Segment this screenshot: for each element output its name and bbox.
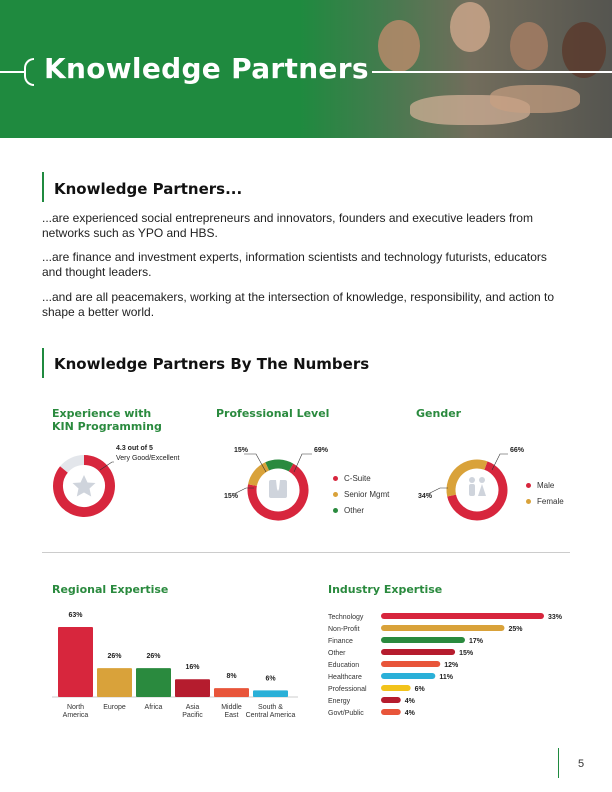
regional-bar [97, 668, 132, 697]
regional-category-label: America [62, 712, 89, 719]
regional-value-label: 26% [146, 653, 161, 661]
industry-category-label: Energy [328, 698, 351, 705]
industry-category-label: Healthcare [328, 674, 362, 681]
industry-value-label: 15% [459, 650, 474, 657]
industry-bar [381, 637, 465, 643]
industry-bar [381, 709, 401, 715]
gender-title: Gender [416, 407, 462, 420]
prof-label-15a: 15% [234, 447, 249, 454]
regional-value-label: 6% [265, 675, 276, 683]
professional-segment-2 [267, 464, 291, 467]
legend-dot-female [526, 499, 531, 504]
regional-value-label: 16% [185, 664, 200, 672]
regional-category-label: East [224, 712, 239, 719]
footer-accent-bar [558, 748, 559, 778]
industry-value-label: 4% [404, 710, 415, 717]
regional-category-label: South & [258, 704, 283, 711]
regional-value-label: 26% [107, 653, 122, 661]
industry-value-label: 12% [444, 662, 459, 669]
industry-bar [381, 697, 401, 703]
industry-category-label: Govt/Public [328, 710, 364, 717]
prof-label-69: 69% [314, 447, 329, 454]
industry-title: Industry Expertise [328, 583, 443, 596]
industry-bar [381, 649, 455, 655]
regional-bar [136, 668, 171, 697]
regional-category-label: Europe [103, 704, 126, 711]
industry-category-label: Technology [328, 614, 364, 621]
industry-value-label: 4% [404, 698, 415, 705]
gender-label-66: 66% [510, 447, 525, 454]
industry-bar [381, 685, 411, 691]
header-line-left [0, 71, 26, 73]
professional-segment-1 [252, 466, 267, 485]
industry-value-label: 11% [439, 674, 453, 681]
legend-senior-mgmt: Senior Mgmt [344, 490, 390, 499]
legend-dot-senior [333, 492, 338, 497]
intro-paragraph-1: ...are experienced social entrepreneurs and innovators, founders and executive leaders from networks such as YPO and HBS. [42, 211, 533, 240]
legend-other: Other [344, 506, 365, 515]
industry-category-label: Finance [328, 638, 353, 645]
header-bracket [24, 58, 34, 86]
businessperson-icon [269, 480, 287, 498]
header-banner [0, 0, 612, 138]
regional-category-label: North [66, 704, 85, 711]
gender-donut-chart [416, 440, 526, 530]
experience-callout-line1: 4.3 out of 5 [116, 445, 153, 452]
experience-title-line2: KIN Programming [52, 420, 162, 433]
industry-bar [381, 625, 504, 631]
industry-bar [381, 613, 544, 619]
page-title: Knowledge Partners [44, 52, 369, 85]
regional-bar [58, 627, 93, 697]
experience-title [52, 407, 162, 433]
legend-dot-other [333, 508, 338, 513]
regional-bar [253, 690, 288, 697]
intro-paragraph-2: ...are finance and investment experts, information scientists and technology futurists, educators and thought leaders. [42, 250, 547, 279]
experience-callout-line2: Very Good/Excellent [116, 455, 180, 462]
industry-value-label: 6% [414, 686, 425, 693]
prof-label-15b: 15% [224, 493, 239, 500]
industry-category-label: Other [328, 650, 346, 657]
intro-heading: Knowledge Partners... [54, 180, 243, 198]
legend-female: Female [537, 497, 564, 506]
people-icon [469, 477, 486, 496]
legend-dot-csuite [333, 476, 338, 481]
regional-category-label: Central America [245, 712, 296, 719]
numbers-heading: Knowledge Partners By The Numbers [54, 355, 370, 373]
industry-value-label: 17% [468, 638, 483, 645]
regional-bar-chart [52, 605, 302, 725]
industry-bar [381, 661, 440, 667]
industry-category-label: Non-Profit [328, 626, 360, 633]
regional-value-label: 8% [226, 673, 237, 681]
legend-csuite: C-Suite [344, 474, 371, 483]
experience-donut-chart [44, 440, 204, 530]
legend-male: Male [537, 481, 555, 490]
intro-paragraph-3: ...and are all peacemakers, working at the intersection of knowledge, responsibility, and action to shape a better world. [42, 290, 555, 319]
section-accent-bar [42, 172, 44, 202]
section-accent-bar [42, 348, 44, 378]
regional-title: Regional Expertise [52, 583, 169, 596]
industry-value-label: 25% [508, 626, 523, 633]
regional-category-label: Pacific [182, 712, 203, 719]
header-line-right [372, 71, 612, 73]
experience-segment-1 [64, 460, 84, 469]
regional-category-label: Asia [185, 704, 200, 711]
page-number: 5 [578, 758, 585, 770]
industry-bar [381, 673, 435, 679]
professional-level-title: Professional Level [216, 407, 330, 420]
regional-category-label: Africa [144, 704, 163, 711]
industry-value-label: 33% [548, 614, 563, 621]
regional-value-label: 63% [68, 612, 83, 619]
industry-category-label: Professional [328, 686, 367, 693]
star-icon [73, 475, 96, 497]
regional-category-label: Middle [221, 704, 242, 711]
regional-bar [175, 679, 210, 697]
regional-bar [214, 688, 249, 697]
industry-category-label: Education [328, 662, 360, 669]
industry-bar-chart [326, 610, 576, 745]
professional-level-donut-chart [216, 440, 336, 530]
legend-dot-male [526, 483, 531, 488]
gender-label-34: 34% [418, 493, 433, 500]
experience-title-line1: Experience with [52, 407, 152, 420]
section-divider [42, 552, 570, 553]
